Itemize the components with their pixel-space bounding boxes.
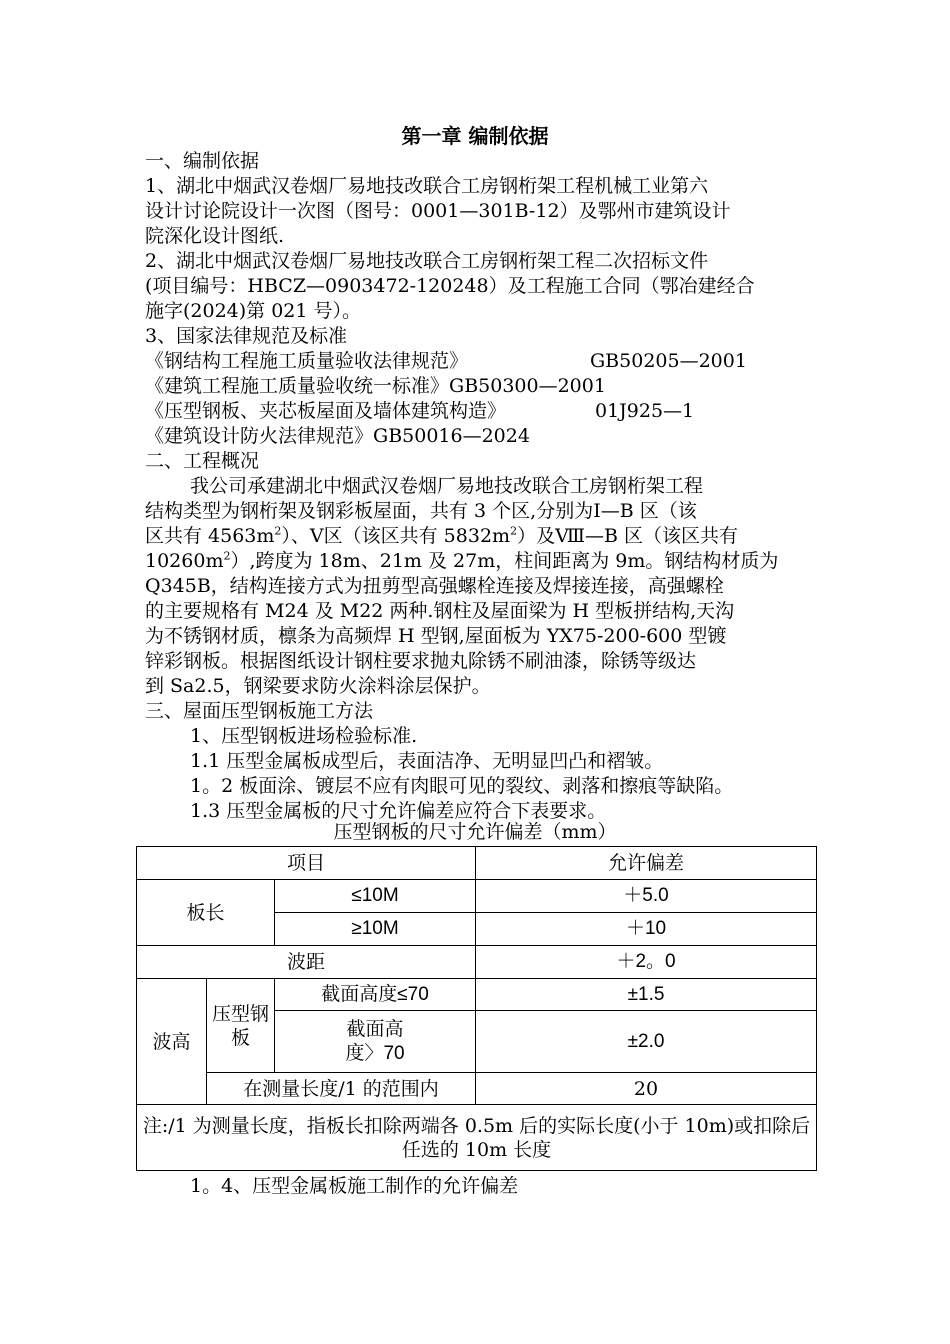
section-gt70: 截面高 度〉70: [275, 1011, 476, 1073]
standard-row: [145, 424, 530, 449]
standard-code: GB50300—2001: [449, 375, 606, 397]
item-1-1: 1.1 压型金属板成型后，表面洁净、无明显凹凸和褶皱。: [190, 750, 664, 772]
table-row: [137, 880, 817, 913]
overview-line: $10260m^2$）,跨度为 18m、21m 及 27m，柱间距离为 9m。钢结构材质为: [145, 549, 779, 572]
table-caption: 压型钢板的尺寸允许偏差（mm）: [333, 821, 617, 843]
overview-line: Q345B，结构连接方式为扭剪型高强螺栓连接及焊接连接，高强螺栓: [145, 575, 724, 597]
overview-line: 的主要规格有 M24 及 M22 两种.钢柱及屋面梁为 H 型板拼结构,天沟: [145, 600, 735, 622]
range-label: 在测量长度/1 的范围内: [207, 1073, 476, 1105]
table-note: 注:/1 为测量长度，指板长扣除两端各 0.5m 后的实际长度(小于 10m)或扣除后任选的 10m 长度: [137, 1105, 817, 1171]
profiled-sheet-label: 压型钢板: [207, 979, 275, 1073]
length-ge10-tolerance: ＋10: [476, 913, 817, 946]
section-le70: 截面高度≤70: [275, 979, 476, 1011]
item-1-2: 1。2 板面涂、镀层不应有肉眼可见的裂纹、剥落和擦痕等缺陷。: [190, 775, 734, 797]
overview-line: 到 Sa2.5，钢梁要求防火涂料涂层保护。: [145, 675, 491, 697]
length-ge10: ≥10M: [275, 913, 476, 946]
section1-heading: 一、编制依据: [145, 150, 260, 172]
pitch-label: 波距: [137, 946, 476, 979]
overview-line: 我公司承建湖北中烟武汉卷烟厂易地技改联合工房钢桁架工程: [190, 475, 704, 497]
standard-row: [145, 399, 694, 424]
overview-line: 结构类型为钢桁架及钢彩板屋面，共有 3 个区,分别为Ⅰ—B 区（该: [145, 500, 697, 522]
basis-3-heading: 3、国家法律规范及标准: [145, 325, 348, 347]
basis-1-line1: 1、湖北中烟武汉卷烟厂易地技改联合工房钢桁架工程机械工业第六: [145, 175, 709, 197]
tolerance-table: [136, 846, 817, 1171]
basis-1-line2: 设计讨论院设计一次图（图号：0001—301B-12）及鄂州市建筑设计: [145, 200, 731, 222]
item-1: 1、压型钢板进场检验标准.: [190, 725, 418, 747]
section-gt70-tolerance: ±2.0: [476, 1011, 817, 1073]
standard-name: 《建筑设计防火法律规范》: [145, 425, 374, 447]
table-row: [137, 1073, 817, 1105]
wave-height-label: 波高: [137, 979, 207, 1105]
overview-line: 区共有 $4563m^2$）、Ⅴ区（该区共有 $5832m^2$）及Ⅷ—B 区（该区共有: [145, 524, 738, 547]
standard-row: [145, 374, 606, 399]
superscript: 2: [223, 549, 231, 563]
standard-code: 01J925—1: [595, 400, 695, 422]
standard-name: 《建筑工程施工质量验收统一标准》: [145, 375, 450, 397]
range-tolerance: 20: [476, 1073, 817, 1105]
superscript: 2: [510, 524, 518, 538]
header-tolerance: 允许偏差: [476, 847, 817, 880]
standard-name: 《压型钢板、夹芯板屋面及墙体建筑构造》: [145, 400, 507, 422]
basis-2-line1: 2、湖北中烟武汉卷烟厂易地技改联合工房钢桁架工程二次招标文件: [145, 250, 709, 272]
basis-2-line2: (项目编号：HBCZ—0903472-120248）及工程施工合同（鄂冶建经合: [145, 275, 755, 297]
overview-line: 锌彩钢板。根据图纸设计钢柱要求抛丸除锈不刷油漆，除锈等级达: [145, 650, 697, 672]
section2-heading: 二、工程概况: [145, 450, 260, 472]
section3-heading: 三、屋面压型钢板施工方法: [145, 700, 374, 722]
length-le10: ≤10M: [275, 880, 476, 913]
chapter-title: 第一章 编制依据: [401, 124, 549, 148]
table-row: [137, 946, 817, 979]
item-1-3: 1.3 压型金属板的尺寸允许偏差应符合下表要求。: [190, 800, 607, 822]
section-le70-tolerance: ±1.5: [476, 979, 817, 1011]
item-1-4: 1。4、压型金属板施工制作的允许偏差: [190, 1175, 519, 1197]
basis-2-line3: 施字(2024)第 021 号）。: [145, 300, 362, 322]
superscript: 2: [274, 524, 282, 538]
header-item: 项目: [137, 847, 476, 880]
board-length-label: 板长: [137, 880, 275, 946]
table-row: [137, 1105, 817, 1171]
table-row: [137, 979, 817, 1011]
standard-code: GB50205—2001: [590, 350, 747, 372]
basis-1-line3: 院深化设计图纸.: [145, 225, 285, 247]
standard-code: GB50016—2024: [373, 425, 530, 447]
table-row: [137, 847, 817, 880]
standard-name: 《钢结构工程施工质量验收法律规范》: [145, 350, 469, 372]
length-le10-tolerance: ＋5.0: [476, 880, 817, 913]
standard-row: [145, 349, 747, 374]
overview-line: 为不锈钢材质，檩条为高频焊 H 型钢,屋面板为 YX75-200-600 型镀: [145, 625, 727, 647]
pitch-tolerance: ＋2。0: [476, 946, 817, 979]
